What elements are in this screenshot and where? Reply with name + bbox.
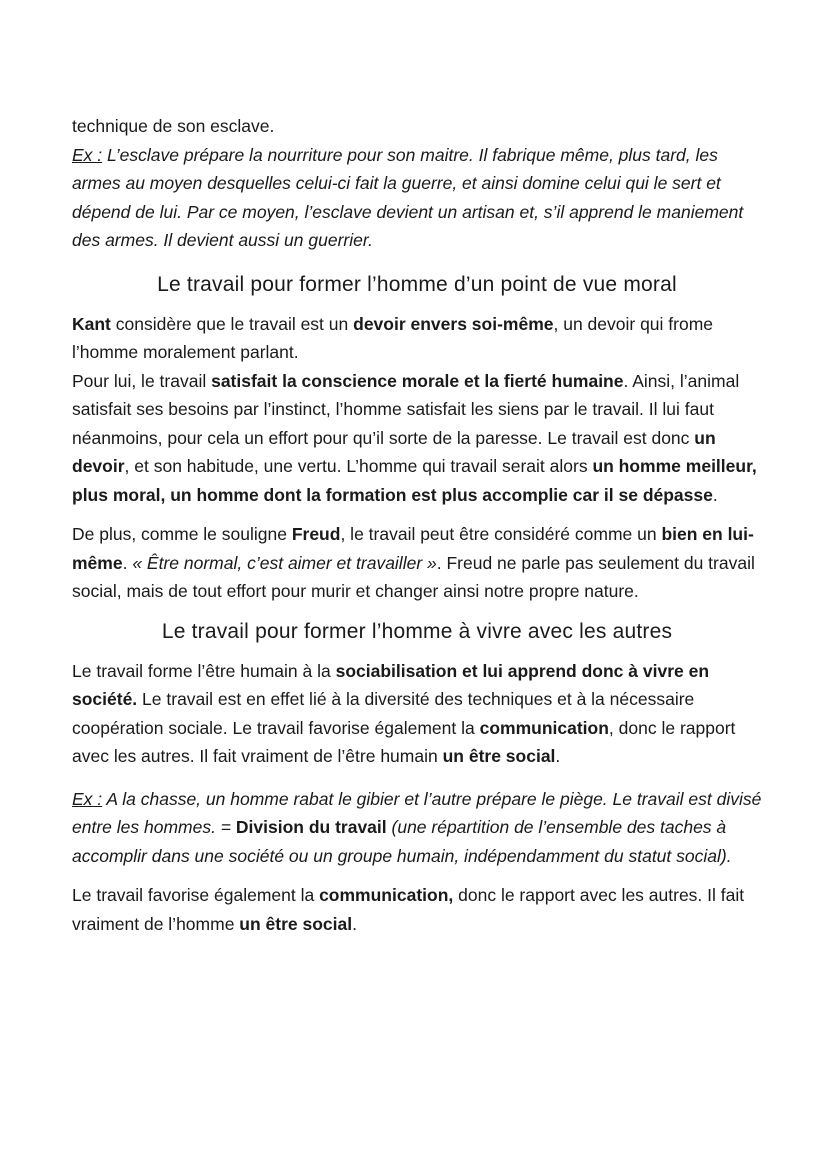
example-text: Ex : L’esclave prépare la nourriture pour son maitre. Il fabrique même, plus tard, les armes au moyen desquelles celui-ci fait la guerre, et ainsi domine celui qui le sert et dépend de lui. Par ce moyen, l’esclave devient un artisan et, s’il apprend le maniement des armes. Il devient aussi un guerrier. xyxy=(72,144,744,250)
freud-quote: « Être normal, c’est aimer et travailler » xyxy=(132,552,437,573)
example-label: Ex : xyxy=(72,788,103,809)
paragraph-communication: Le travail favorise également la communication, donc le rapport avec les autres. Il fait vraiment de l’homme un être social. xyxy=(72,885,745,934)
example-label: Ex : xyxy=(72,144,103,165)
document-page xyxy=(72,112,762,938)
paragraph-freud: De plus, comme le souligne Freud, le travail peut être considéré comme un bien en lui-même. « Être normal, c’est aimer et travailler ». Freud ne parle pas seulement du travail social, mais de tout effort pour murir et changer ainsi notre propre nature. xyxy=(72,524,755,601)
paragraph-sociabilisation: Le travail forme l’être humain à la sociabilisation et lui apprend donc à vivre en société. Le travail est en effet lié à la diversité des techniques et à la nécessaire coopération sociale. Le travail favorise également la communication, donc le rapport avec les autres. Il fait vraiment de l’être humain un être social. xyxy=(72,660,736,766)
intro-line: technique de son esclave. xyxy=(72,116,275,136)
intro-paragraph xyxy=(72,112,762,255)
section-heading-moral: Le travail pour former l’homme d’un point de vue moral xyxy=(157,272,677,296)
example-chasse: Ex : A la chasse, un homme rabat le gibier et l’autre prépare le piège. Le travail est divisé entre les hommes. = Division du travail (une répartition de l’ensemble des taches à accomplir dans une société ou un groupe humain, indépendamment du statut social). xyxy=(72,788,762,866)
section-heading-social: Le travail pour former l’homme à vivre avec les autres xyxy=(161,619,673,643)
paragraph-kant: Kant considère que le travail est un devoir envers soi-même, un devoir qui frome l’homme moralement parlant. Pour lui, le travail satisfait la conscience morale et la fierté humaine. Ainsi, l’animal satisfait ses besoins par l’instinct, l’homme satisfait les siens par le travail. Il lui faut néanmoins, pour cela un effort pour qu’il sorte de la paresse. Le travail est donc un devoir, et son habitude, une vertu. L’homme qui travail serait alors un homme meilleur, plus moral, un homme dont la formation est plus accomplie car il se dépasse. xyxy=(72,313,757,505)
